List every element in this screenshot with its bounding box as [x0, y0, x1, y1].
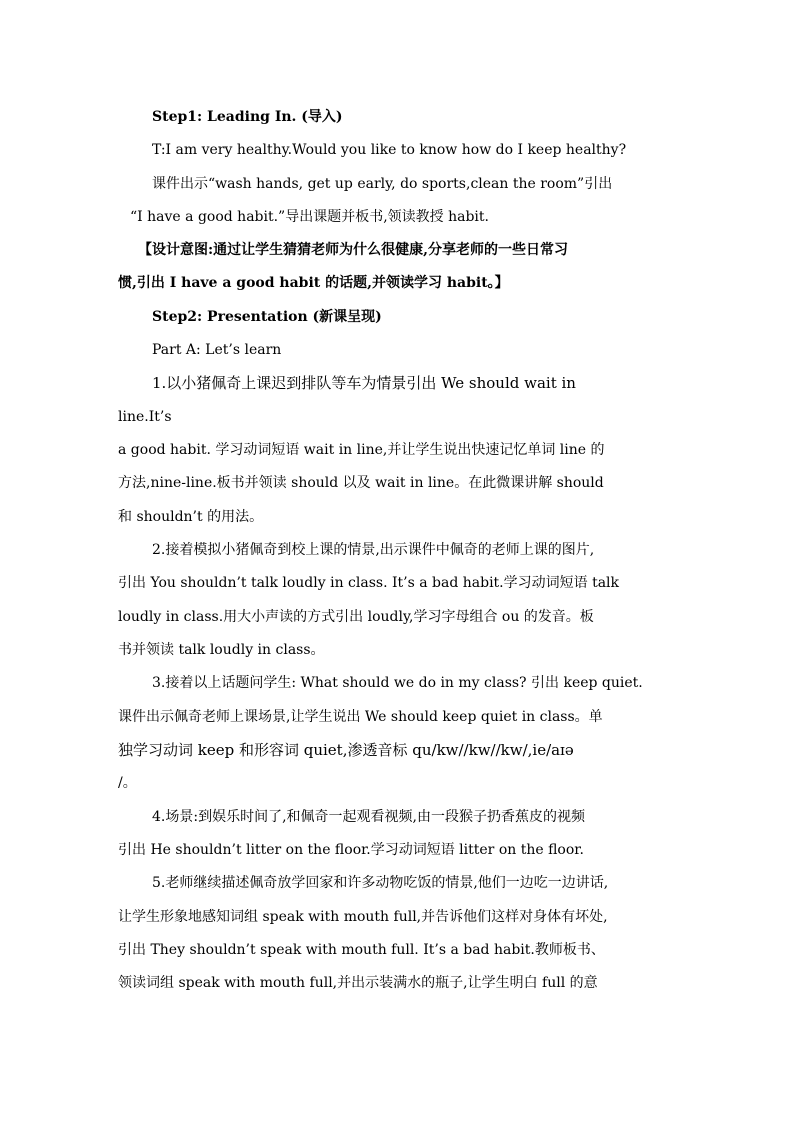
text-line: 方法,nine-line.板书并领读 should 以及 wait in line。在此微课讲解 should	[118, 475, 604, 491]
text-line: 2.接着模拟小猪佩奇到校上课的情景,出示课件中佩奇的老师上课的图片,	[152, 542, 595, 558]
text-line: 课件出示“wash hands, get up early, do sports,clean the room”引出	[152, 176, 613, 192]
text-line: 书并领读 talk loudly in class。	[118, 642, 325, 658]
text-line: “I have a good habit.”导出课题并板书,领读教授 habit.	[130, 209, 489, 225]
text-line: 4.场景:到娱乐时间了,和佩奇一起观看视频,由一段猴子扔香蕉皮的视频	[152, 809, 585, 825]
text-line: loudly in class.用大小声读的方式引出 loudly,学习字母组合 ou 的发音。板	[118, 609, 594, 625]
design-intent-note: 【设计意图:通过让学生猜猜老师为什么很健康,分享老师的一些日常习	[138, 242, 569, 258]
text-line: 引出 He shouldn’t litter on the floor.学习动词短语 litter on the floor.	[118, 842, 584, 858]
text-line: 领读词组 speak with mouth full,并出示装满水的瓶子,让学生明白 full 的意	[118, 975, 598, 991]
text-line: 3.接着以上话题问学生: What should we do in my class? 引出 keep quiet.	[152, 675, 643, 691]
text-line: 1.以小猪佩奇上课迟到排队等车为情景引出 We should wait in	[152, 374, 576, 392]
text-line: 引出 They shouldn’t speak with mouth full. It’s a bad habit.教师板书、	[118, 942, 605, 958]
text-line: 5.老师继续描述佩奇放学回家和许多动物吃饭的情景,他们一边吃一边讲话,	[152, 875, 609, 891]
text-line: 课件出示佩奇老师上课场景,让学生说出 We should keep quiet in class。单	[118, 709, 603, 725]
step1-heading: Step1: Leading In. (导入)	[152, 109, 343, 125]
text-line: T:I am very healthy.Would you like to know how do I keep healthy?	[152, 142, 627, 158]
text-line: line.It’s	[118, 409, 172, 425]
text-line: 独学习动词 keep 和形容词 quiet,渗透音标 qu/kw//kw//kw/,ie/aɪə	[118, 741, 574, 759]
text-line: a good habit. 学习动词短语 wait in line,并让学生说出快速记忆单词 line 的	[118, 442, 605, 458]
text-line: 引出 You shouldn’t talk loudly in class. It’s a bad habit.学习动词短语 talk	[118, 575, 620, 591]
text-line: /。	[118, 775, 137, 791]
part-heading: Part A: Let’s learn	[152, 342, 282, 358]
design-intent-note: 惯,引出 I have a good habit 的话题,并领读学习 habit。】	[118, 275, 509, 291]
text-line: 让学生形象地感知词组 speak with mouth full,并告诉他们这样对身体有坏处,	[118, 909, 608, 925]
text-line: 和 shouldn’t 的用法。	[118, 509, 264, 525]
step2-heading: Step2: Presentation (新课呈现)	[152, 309, 382, 325]
